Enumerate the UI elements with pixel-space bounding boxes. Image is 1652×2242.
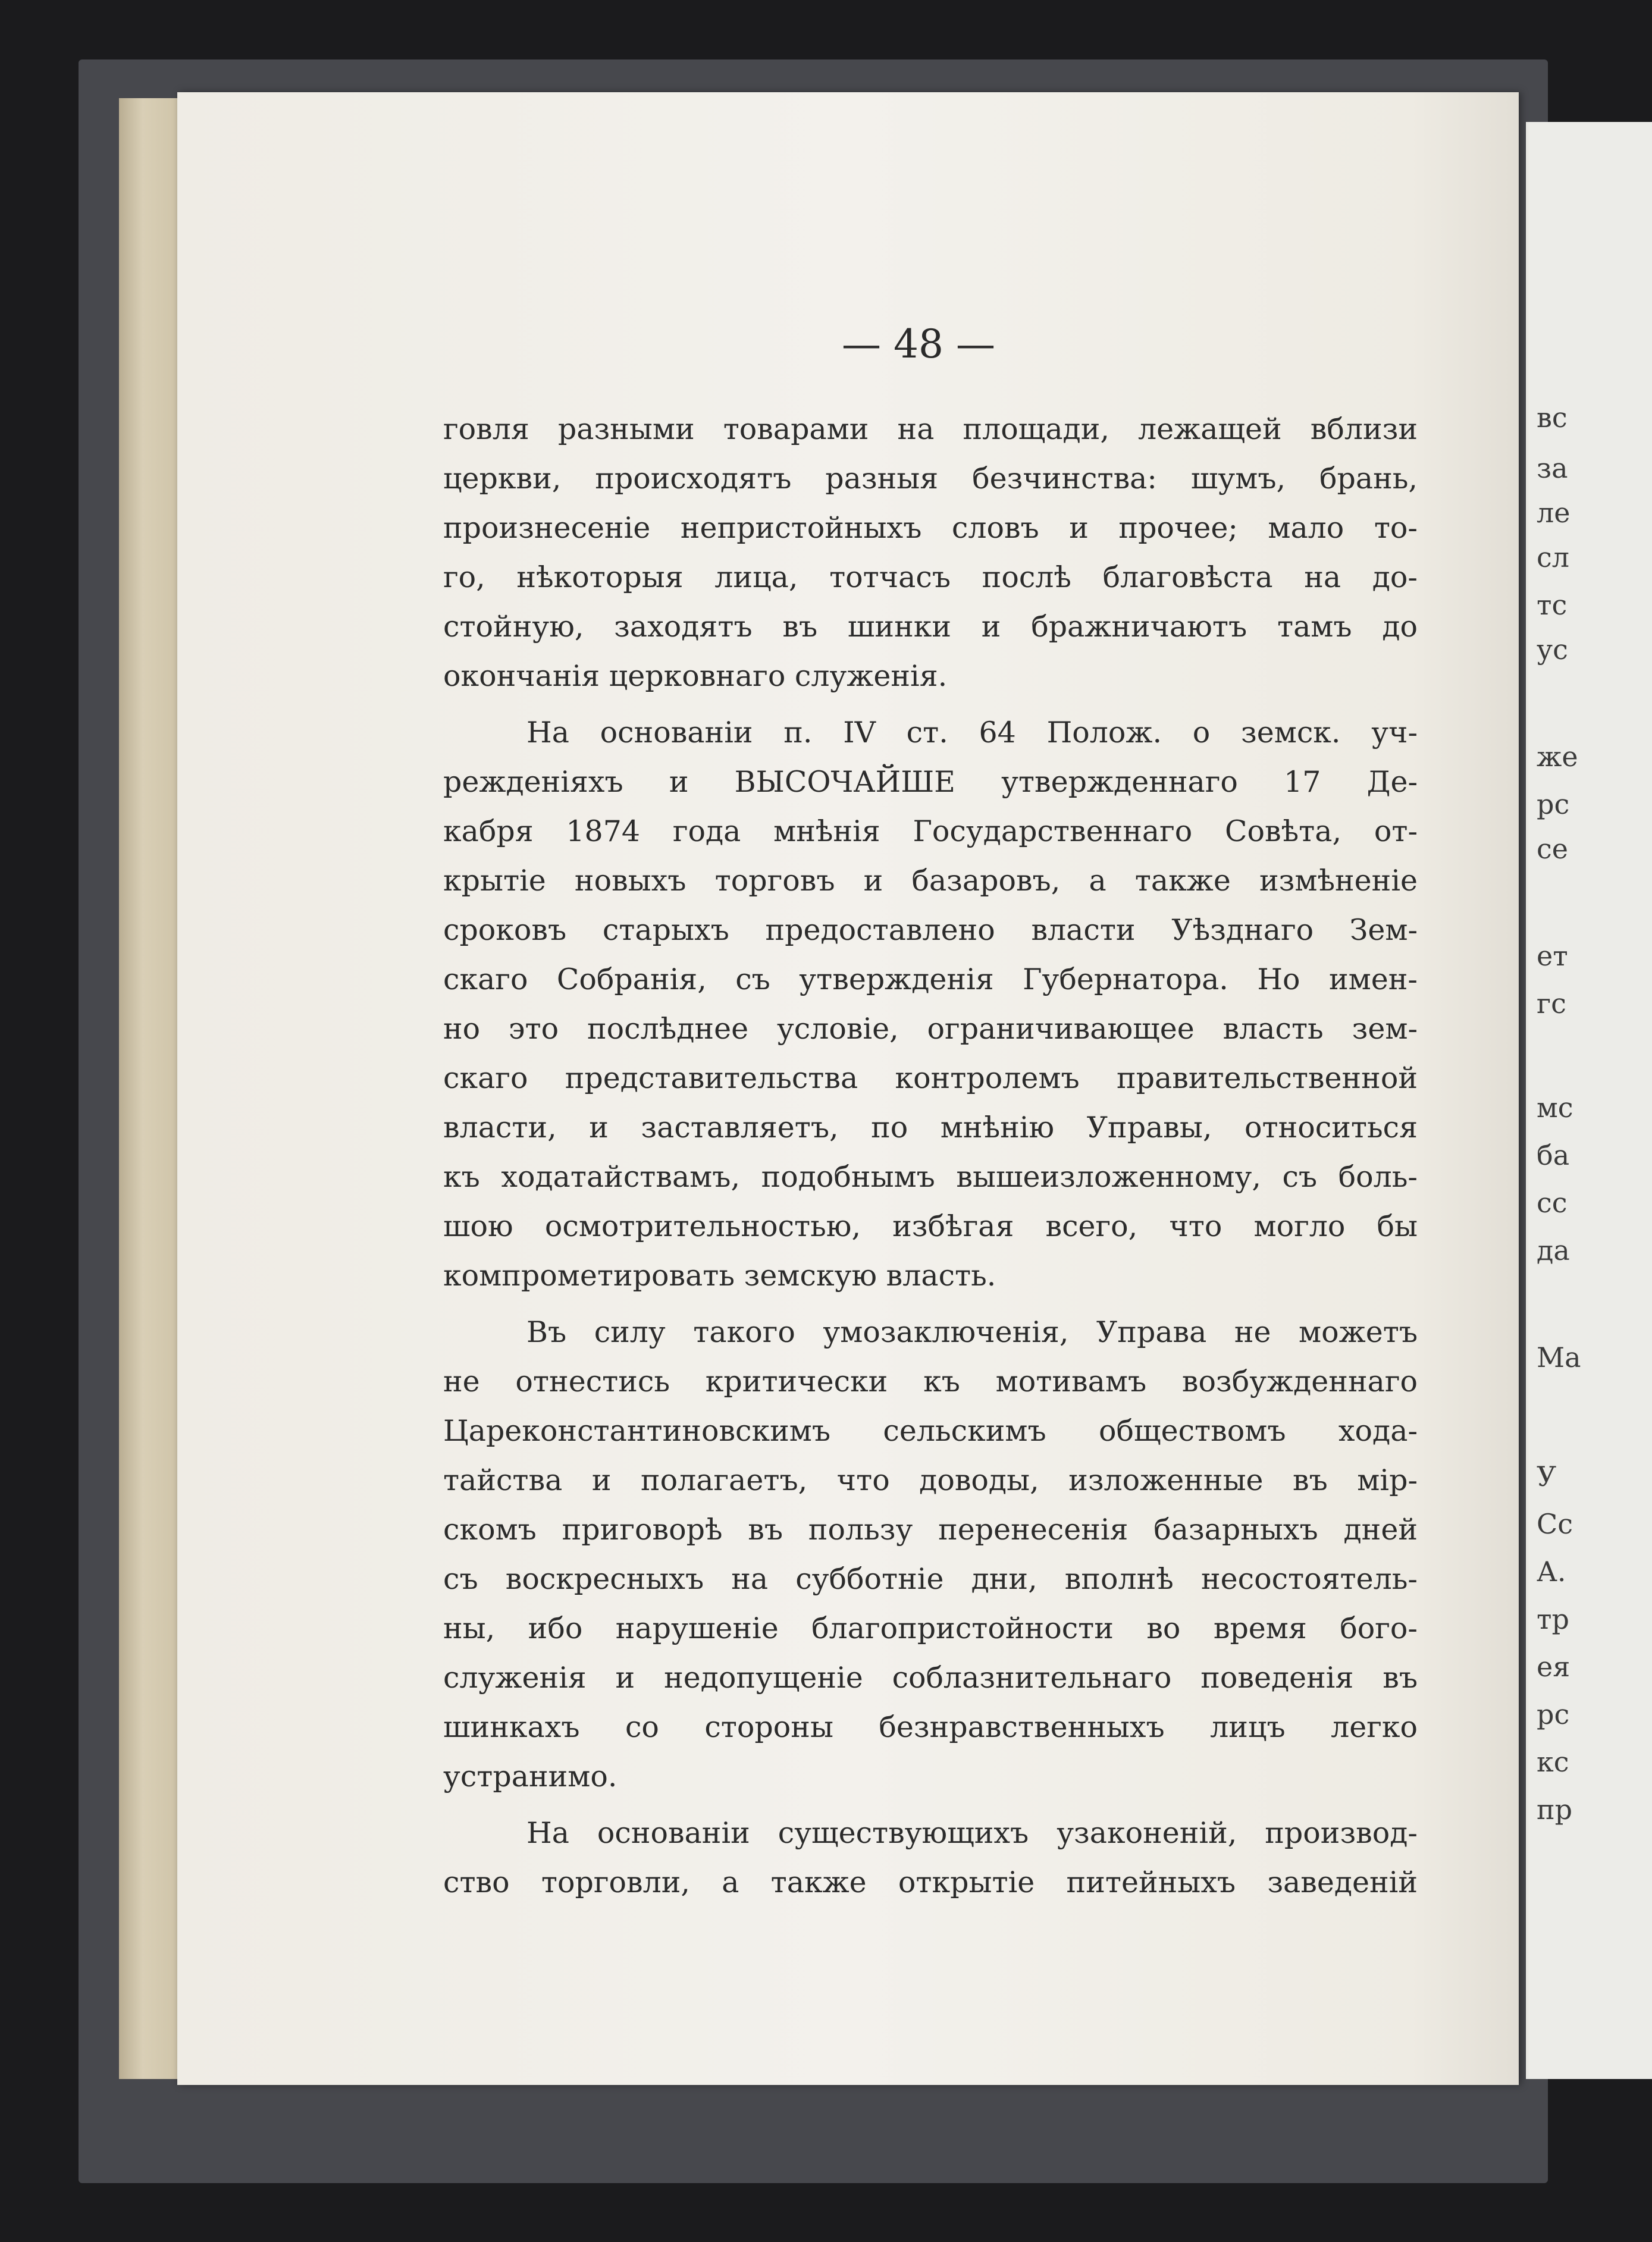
text-line: На основаніи существующихъ узаконеній, производ- (526, 1816, 1418, 1850)
facing-page-fragment: ус (1537, 634, 1568, 666)
facing-page-fragment: ет (1537, 940, 1568, 972)
body-text (443, 404, 1418, 1907)
facing-page-fragment: рс (1537, 1698, 1570, 1730)
text-line: говля разными товарами на площади, лежащей вблизи (443, 412, 1418, 446)
text-line: къ ходатайствамъ, подобнымъ вышеизложенному, съ боль- (443, 1160, 1418, 1194)
text-line: ны, ибо нарушеніе благопристойности во время бого- (443, 1611, 1418, 1645)
text-line: режденіяхъ и ВЫСОЧАЙШЕ утвержденнаго 17 Де- (443, 765, 1418, 799)
facing-page-fragment: се (1537, 833, 1568, 865)
facing-page-fragment: Сс (1537, 1508, 1573, 1540)
text-line: шинкахъ со стороны безнравственныхъ лицъ легко (443, 1710, 1418, 1744)
facing-page-fragment: У (1537, 1460, 1557, 1492)
facing-page (1526, 122, 1652, 2079)
text-line: стойную, заходятъ въ шинки и бражничаютъ тамъ до (443, 610, 1418, 644)
text-line: тайства и полагаетъ, что доводы, изложенные въ мір- (443, 1463, 1418, 1497)
text-line: произнесеніе непристойныхъ словъ и прочее; мало то- (443, 511, 1418, 545)
facing-page-fragment: гс (1537, 987, 1566, 1020)
facing-page-fragment: ле (1537, 497, 1571, 529)
text-line: окончанія церковнаго служенія. (443, 659, 948, 693)
facing-page-fragment: тр (1537, 1603, 1569, 1635)
text-line: кабря 1874 года мнѣнія Государственнаго Совѣта, от- (443, 814, 1418, 848)
facing-page-fragment: А. (1537, 1556, 1566, 1588)
page-edge (119, 98, 178, 2079)
facing-page-fragment: кс (1537, 1746, 1569, 1778)
text-line: власти, и заставляетъ, по мнѣнію Управы, относиться (443, 1111, 1418, 1144)
facing-page-fragment: Ма (1537, 1341, 1581, 1374)
text-line: скомъ приговорѣ въ пользу перенесенія базарныхъ дней (443, 1513, 1418, 1547)
text-line: шою осмотрительностью, избѣгая всего, что могло бы (443, 1209, 1418, 1243)
facing-page-fragment: сс (1537, 1187, 1568, 1219)
facing-page-fragment: за (1537, 452, 1568, 484)
text-line: служенія и недопущеніе соблазнительнаго поведенія въ (443, 1661, 1418, 1695)
facing-page-fragment: мс (1537, 1092, 1573, 1124)
facing-page-fragment: сл (1537, 541, 1569, 573)
text-line: го, нѣкоторыя лица, тотчасъ послѣ благовѣста на до- (443, 560, 1418, 594)
text-line: устранимо. (443, 1760, 617, 1793)
text-line: но это послѣднее условіе, ограничивающее власть зем- (443, 1012, 1418, 1046)
text-line: Цареконстантиновскимъ сельскимъ обществомъ хода- (443, 1414, 1418, 1448)
text-line: Въ силу такого умозаключенія, Управа не можетъ (526, 1315, 1418, 1349)
facing-page-fragment: ея (1537, 1651, 1571, 1683)
text-line: На основаніи п. IV ст. 64 Полож. о земск. уч- (526, 716, 1418, 750)
text-line: не отнестись критически къ мотивамъ возбужденнаго (443, 1365, 1418, 1398)
text-line: крытіе новыхъ торговъ и базаровъ, а также измѣненіе (443, 864, 1418, 898)
facing-page-fragment: тс (1537, 589, 1568, 621)
page-number: — 48 — (842, 321, 995, 367)
text-line: церкви, происходятъ разныя безчинства: шумъ, брань, (443, 462, 1418, 496)
facing-page-fragment: рс (1537, 788, 1570, 820)
facing-page-fragment: вс (1537, 402, 1568, 434)
text-line: скаго представительства контролемъ правительственной (443, 1061, 1418, 1095)
text-line: скаго Собранія, съ утвержденія Губернатора. Но имен- (443, 962, 1418, 996)
text-line: компрометировать земскую власть. (443, 1259, 996, 1293)
facing-page-fragment: же (1537, 741, 1578, 773)
facing-page-fragment: ба (1537, 1139, 1570, 1171)
text-line: сроковъ старыхъ предоставлено власти Уѣзднаго Зем- (443, 913, 1418, 947)
text-line: ство торговли, а также открытіе питейныхъ заведеній (443, 1865, 1418, 1899)
facing-page-fragment: да (1537, 1234, 1570, 1266)
facing-page-fragment: пр (1537, 1793, 1573, 1826)
text-line: съ воскресныхъ на субботніе дни, вполнѣ несостоятель- (443, 1562, 1418, 1596)
